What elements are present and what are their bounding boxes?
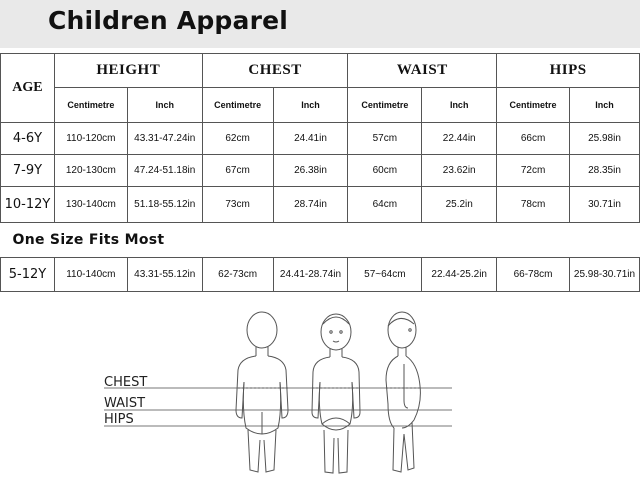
size-chart-table [0, 53, 640, 292]
table-cell: 66-78cm [497, 258, 570, 292]
table-cell: 57~64cm [348, 258, 422, 292]
table-cell: 51.18-55.12in [127, 187, 202, 223]
table-cell: 62-73cm [202, 258, 273, 292]
table-cell: 72cm [497, 155, 570, 187]
unit-header: Inch [127, 88, 202, 123]
table-cell: 43.31-47.24in [127, 123, 202, 155]
age-cell: 7-9Y [1, 155, 55, 187]
body-measurement-diagram [0, 300, 640, 480]
hips-label: HIPS [104, 412, 134, 427]
unit-header: Centimetre [348, 88, 422, 123]
table-cell: 28.35in [569, 155, 639, 187]
unit-header: Inch [569, 88, 639, 123]
table-cell: 64cm [348, 187, 422, 223]
table-cell: 62cm [202, 123, 273, 155]
unit-header: Centimetre [54, 88, 127, 123]
table-cell: 67cm [202, 155, 273, 187]
table-cell: 30.71in [569, 187, 639, 223]
group-header-row [1, 54, 640, 88]
age-cell: 5-12Y [1, 258, 55, 292]
age-cell: 4-6Y [1, 123, 55, 155]
table-cell: 73cm [202, 187, 273, 223]
chest-label: CHEST [104, 375, 148, 390]
table-cell: 57cm [348, 123, 422, 155]
height-header: HEIGHT [54, 54, 202, 88]
table-cell: 60cm [348, 155, 422, 187]
unit-header-row [1, 88, 640, 123]
table-cell: 47.24-51.18in [127, 155, 202, 187]
child-front-figure [312, 314, 360, 473]
unit-header: Centimetre [202, 88, 273, 123]
table-cell: 22.44-25.2in [422, 258, 497, 292]
table-cell: 22.44in [422, 123, 497, 155]
unit-header: Inch [273, 88, 348, 123]
table-cell: 78cm [497, 187, 570, 223]
age-cell: 10-12Y [1, 187, 55, 223]
table-cell: 66cm [497, 123, 570, 155]
table-cell: 110-120cm [54, 123, 127, 155]
table-row [1, 155, 640, 187]
one-size-note: One Size Fits Most [1, 223, 640, 258]
table-cell: 120-130cm [54, 155, 127, 187]
table-cell: 25.2in [422, 187, 497, 223]
table-cell: 23.62in [422, 155, 497, 187]
table-cell: 110-140cm [54, 258, 127, 292]
waist-label: WAIST [104, 396, 146, 411]
table-row [1, 187, 640, 223]
table-cell: 130-140cm [54, 187, 127, 223]
hips-header: HIPS [497, 54, 640, 88]
table-row [1, 258, 640, 292]
title-bar [0, 0, 640, 48]
table-cell: 25.98in [569, 123, 639, 155]
note-row [1, 223, 640, 258]
table-cell: 26.38in [273, 155, 348, 187]
child-side-figure [386, 312, 420, 472]
table-cell: 43.31-55.12in [127, 258, 202, 292]
table-cell: 28.74in [273, 187, 348, 223]
table-cell: 24.41in [273, 123, 348, 155]
table-cell: 25.98-30.71in [569, 258, 639, 292]
unit-header: Centimetre [497, 88, 570, 123]
child-back-figure [236, 312, 288, 472]
waist-header: WAIST [348, 54, 497, 88]
unit-header: Inch [422, 88, 497, 123]
table-cell: 24.41-28.74in [273, 258, 348, 292]
age-header: AGE [1, 54, 55, 123]
chest-header: CHEST [202, 54, 348, 88]
page-title: Children Apparel [48, 6, 289, 35]
table-row [1, 123, 640, 155]
